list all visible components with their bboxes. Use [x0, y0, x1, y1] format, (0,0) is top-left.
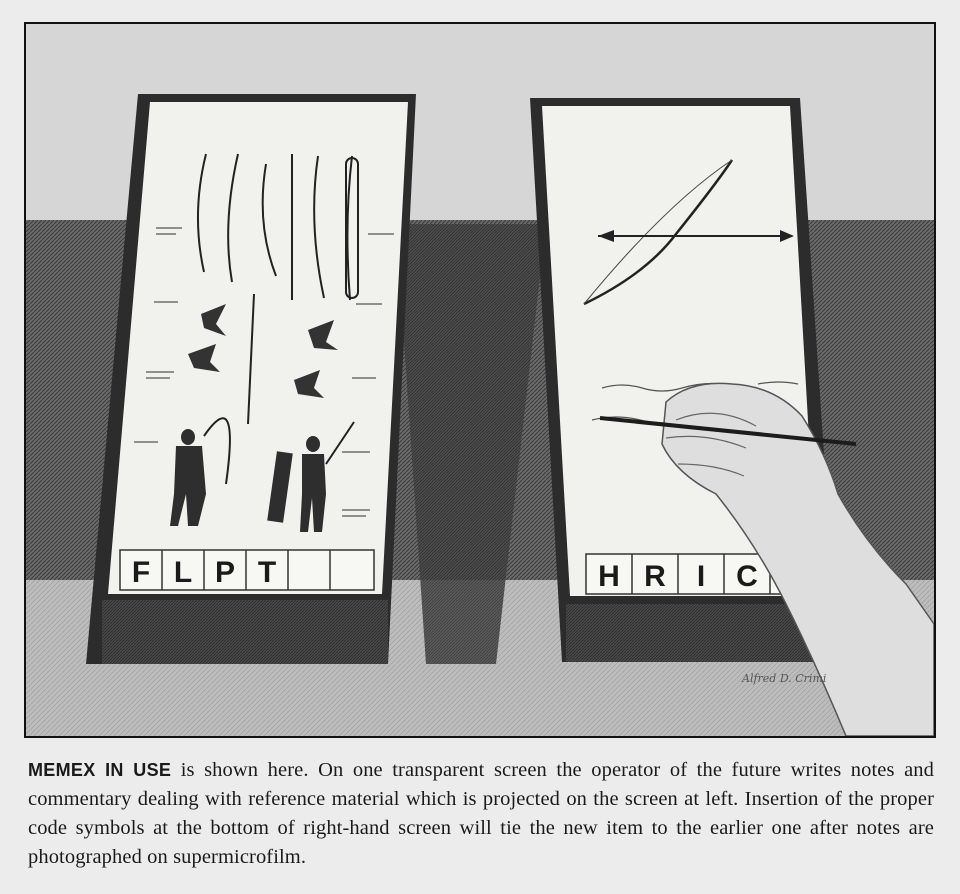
left-code-letter: P	[214, 556, 236, 589]
right-code-letter: R	[644, 560, 666, 593]
left-code-letter: F	[131, 556, 151, 589]
left-code-letter: T	[257, 556, 277, 589]
caption	[28, 756, 934, 872]
right-code-letter: C	[736, 560, 758, 593]
right-code-letter: H	[598, 560, 620, 593]
caption-body: is shown here. On one transparent screen the operator of the future writes notes and commentary dealing with reference material which is projected on the screen at left. Insertion of the proper code symbols at the bottom of right-hand screen will tie the new item to the earlier one after notes are photographed on supermicrofilm.	[28, 759, 934, 868]
memex-illustration	[24, 22, 936, 738]
caption-lead: MEMEX IN USE	[28, 760, 172, 780]
left-screen	[86, 94, 416, 664]
right-code-letter: I	[696, 560, 706, 593]
artist-signature: Alfred D. Crimi	[742, 672, 827, 685]
left-code-letter: L	[173, 556, 193, 589]
